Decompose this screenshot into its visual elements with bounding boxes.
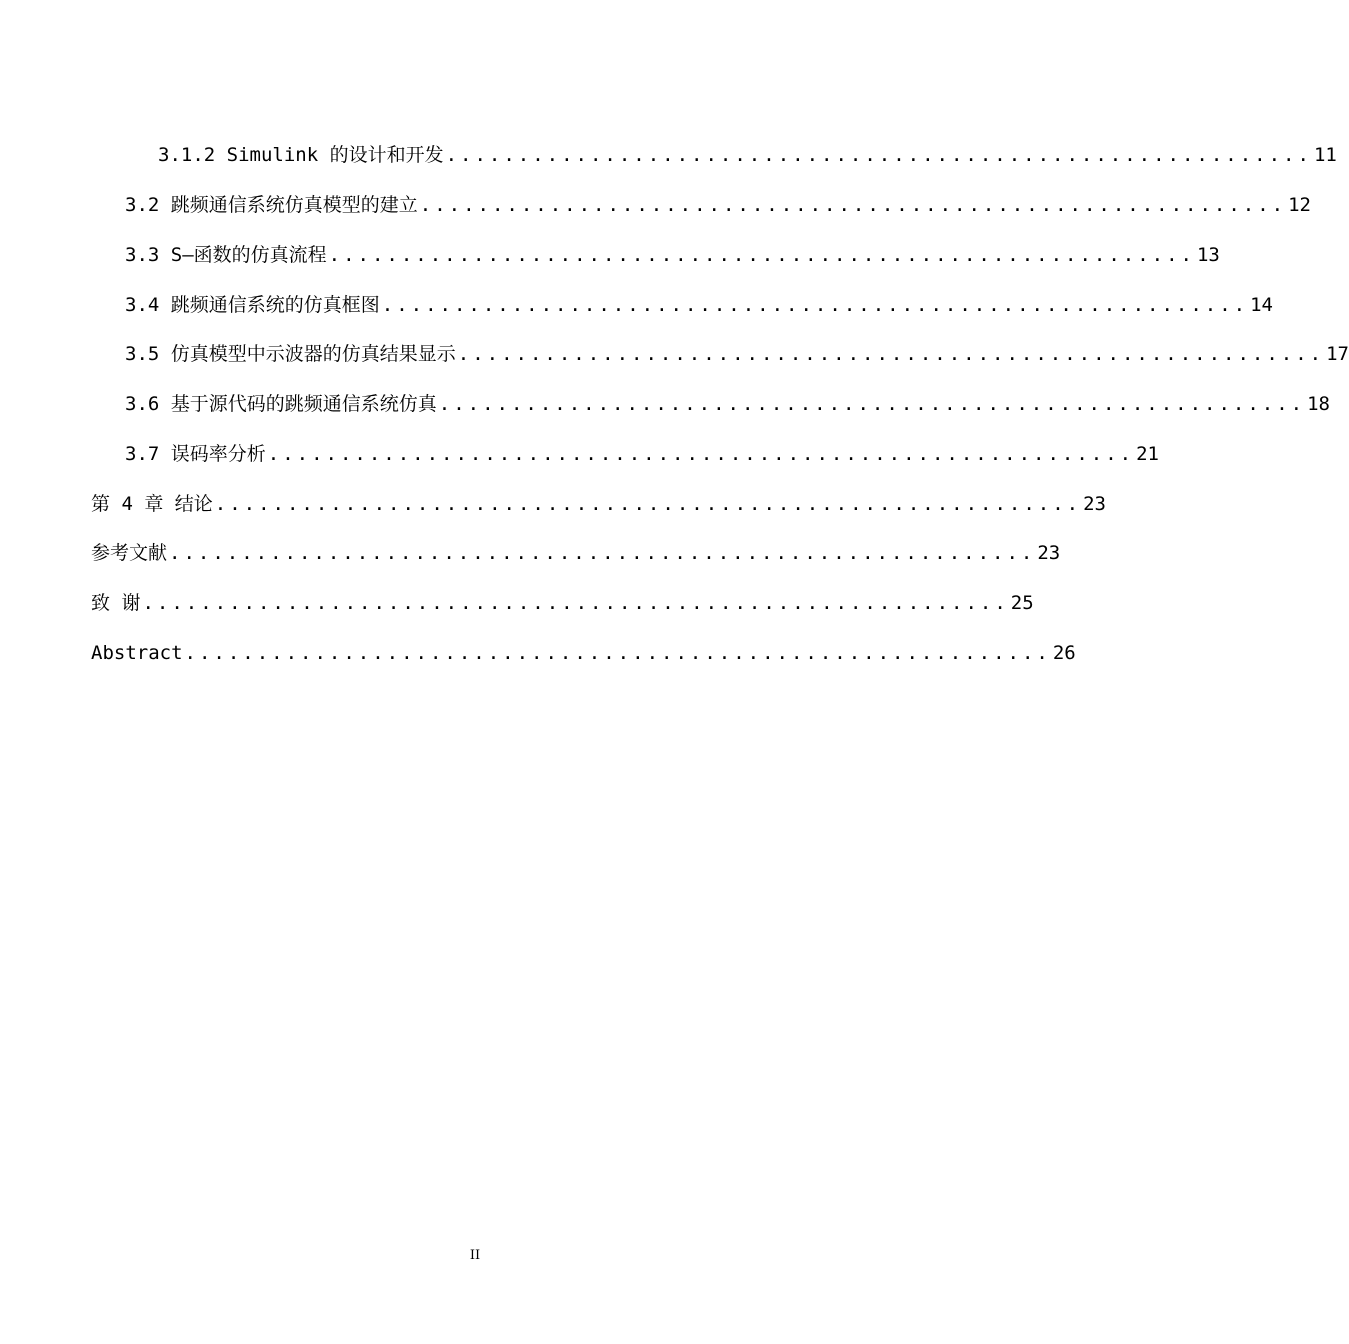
toc-entry-title: 3.2 跳频通信系统仿真模型的建立 — [125, 194, 418, 216]
toc-entry-abstract[interactable] — [91, 635, 1076, 665]
dot-leader: ............................................................ — [169, 542, 1036, 564]
toc-entry-page: 11 — [1313, 144, 1337, 166]
toc-entry-page: 18 — [1307, 393, 1330, 415]
toc-entry-page: 23 — [1037, 542, 1061, 564]
dot-leader: ............................................................ — [457, 343, 1325, 365]
toc-entry-3-1-2[interactable] — [158, 137, 1337, 167]
toc-entry-title: 3.4 跳频通信系统的仿真框图 — [125, 294, 380, 316]
toc-entry-title: 3.3 S—函数的仿真流程 — [125, 244, 327, 266]
toc-entry-title: 3.5 仿真模型中示波器的仿真结果显示 — [125, 343, 456, 365]
toc-entry-title: 参考文献 — [91, 542, 168, 564]
toc-entry-title: 第 4 章 结论 — [91, 493, 213, 515]
toc-entry-page: 26 — [1052, 642, 1076, 664]
toc-entry-title: 3.1.2 Simulink 的设计和开发 — [158, 144, 444, 166]
toc-entry-3-3[interactable] — [125, 237, 1220, 267]
toc-entry-acknowledgements[interactable] — [91, 585, 1034, 615]
toc-entry-3-7[interactable] — [125, 436, 1159, 466]
dot-leader: ............................................................ — [142, 592, 1009, 614]
toc-entry-3-5[interactable] — [125, 336, 1349, 366]
dot-leader: ............................................................ — [267, 443, 1135, 465]
toc-entry-title: 3.7 误码率分析 — [125, 443, 266, 465]
toc-entry-chapter-4[interactable] — [91, 486, 1106, 516]
toc-entry-3-6[interactable] — [125, 386, 1330, 416]
dot-leader: ............................................................ — [381, 294, 1249, 316]
dot-leader: ............................................................ — [214, 493, 1082, 515]
toc-entry-page: 25 — [1010, 592, 1034, 614]
dot-leader: ............................................................ — [419, 194, 1287, 216]
toc-entry-page: 14 — [1250, 294, 1273, 316]
dot-leader: ............................................................ — [445, 144, 1312, 166]
toc-entry-page: 17 — [1326, 343, 1349, 365]
toc-entry-title: Abstract — [91, 642, 183, 664]
toc-entry-page: 23 — [1083, 493, 1106, 515]
toc-entry-3-2[interactable] — [125, 187, 1311, 217]
toc-entry-references[interactable] — [91, 535, 1061, 565]
toc-entry-page: 13 — [1196, 244, 1220, 266]
toc-entry-page: 12 — [1288, 194, 1311, 216]
dot-leader: ............................................................ — [438, 393, 1306, 415]
dot-leader: ............................................................ — [184, 642, 1051, 664]
dot-leader: ............................................................ — [328, 244, 1195, 266]
page-number: II — [469, 1248, 481, 1263]
toc-entry-title: 3.6 基于源代码的跳频通信系统仿真 — [125, 393, 437, 415]
toc-entry-title: 致 谢 — [91, 592, 141, 614]
toc-entry-page: 21 — [1136, 443, 1159, 465]
toc-entry-3-4[interactable] — [125, 287, 1273, 317]
